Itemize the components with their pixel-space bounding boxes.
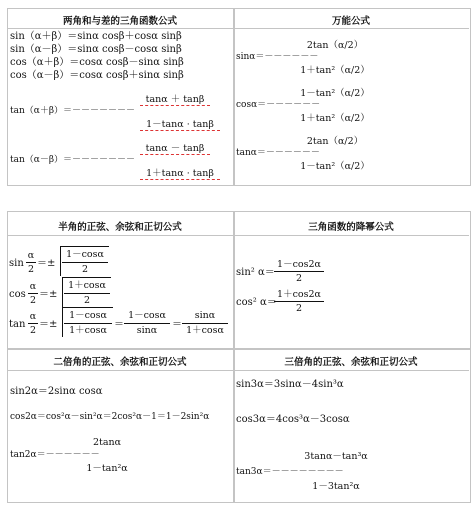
power-cos-lhs: cos² α＝	[236, 297, 277, 308]
half-tan-eq2-bar	[182, 323, 228, 324]
half-sin-lhs-bar	[26, 262, 36, 263]
power-cos-num: 1＋cos2α	[277, 289, 321, 300]
half-sin-rad-num: 1－cosα	[66, 249, 104, 260]
tan-sum-numerator: tanα ＋ tanβ	[140, 94, 210, 106]
half-sin-lhs: sin	[9, 258, 24, 269]
half-tan-eq2-den: 1＋cosα	[186, 325, 224, 336]
universal-cos-numerator: 1－tan²（α/2）	[300, 88, 370, 99]
universal-sin-lhs: sinα＝－－－－－－	[236, 52, 319, 62]
half-tan-two: 2	[29, 325, 37, 336]
triple-tan-num: 3tanα－tan³α	[304, 451, 368, 462]
half-tan-eq2: ＝	[172, 319, 182, 330]
half-tan-rad-den: 1＋cosα	[69, 325, 107, 336]
half-tan-lhs: tan	[9, 319, 26, 330]
power-sin-num: 1－cos2α	[277, 259, 321, 270]
double-cos: cos2α＝cos²α－sin²α＝2cos²α－1＝1－2sin²α	[10, 412, 210, 422]
tan-diff-lhs: tan（α－β）＝－－－－－－－	[10, 155, 136, 165]
half-cos-two: 2	[29, 295, 37, 306]
half-cos-rad-den: 2	[83, 295, 91, 306]
triple-cos: cos3α＝4cos³α－3cosα	[236, 414, 350, 425]
formula-cos-diff: cos（α－β）＝cosα cosβ＋sinα sinβ	[10, 70, 184, 81]
half-cos-lhs: cos	[9, 289, 26, 300]
half-tan-lhs-bar	[28, 323, 38, 324]
universal-tan-lhs: tanα＝－－－－－－	[236, 148, 320, 158]
tan-sum-lhs: tan（α＋β）＝－－－－－－－	[10, 106, 136, 116]
power-cos-den: 2	[295, 303, 303, 314]
half-cos-pm: ＝±	[39, 289, 58, 300]
triple-sin: sin3α＝3sinα－4sin³α	[236, 379, 344, 390]
power-sin-bar	[274, 271, 324, 272]
header-sum-diff: 两角和与差的三角函数公式	[62, 16, 177, 27]
triple-tan-den: 1－3tan²α	[312, 481, 360, 492]
half-cos-lhs-bar	[28, 293, 38, 294]
tan-diff-denominator: 1＋tanα · tanβ	[140, 168, 220, 180]
half-sin-pm: ＝±	[37, 258, 56, 269]
formula-sin-diff: sin（α－β）＝sinα cosβ－cosα sinβ	[10, 44, 182, 55]
half-tan-eq1-bar	[124, 323, 170, 324]
tan-diff-numerator: tanα － tanβ	[140, 143, 210, 155]
cell-double-angle	[7, 348, 235, 503]
half-tan-eq2-num: sinα	[194, 310, 216, 321]
triple-tan-lhs: tan3α＝－－－－－－－－	[236, 467, 344, 477]
double-tan-lhs: tan2α＝－－－－－－	[10, 450, 100, 460]
formula-cos-sum: cos（α＋β）＝cosα cosβ－sinα sinβ	[10, 57, 184, 68]
cell-triple-angle	[233, 348, 471, 503]
universal-sin-numerator: 2tan（α/2）	[306, 40, 364, 51]
header-power-reduction: 三角函数的降幂公式	[308, 222, 394, 233]
header-triple-angle: 三倍角的正弦、余弦和正切公式	[284, 357, 418, 368]
tan-sum-denominator: 1－tanα · tanβ	[140, 119, 220, 131]
half-sin-alpha: α	[27, 250, 35, 261]
header-double-angle: 二倍角的正弦、余弦和正切公式	[53, 357, 187, 368]
power-sin-den: 2	[295, 273, 303, 284]
half-sin-rad-bar	[62, 262, 108, 263]
half-cos-rad-bar	[64, 293, 110, 294]
universal-sin-denominator: 1＋tan²（α/2）	[300, 65, 370, 76]
double-sin: sin2α＝2sinα cosα	[10, 386, 103, 397]
half-tan-alpha: α	[29, 311, 37, 322]
half-tan-rad-bar	[64, 323, 112, 324]
header-universal: 万能公式	[331, 16, 370, 27]
universal-tan-numerator: 2tan（α/2）	[306, 136, 364, 147]
half-cos-rad-num: 1＋cosα	[68, 280, 106, 291]
half-tan-pm: ＝±	[39, 319, 58, 330]
universal-cos-denominator: 1＋tan²（α/2）	[300, 113, 370, 124]
double-tan-num: 2tanα	[92, 437, 122, 448]
header-half-angle: 半角的正弦、余弦和正切公式	[58, 222, 182, 233]
half-tan-eq1-num: 1－cosα	[128, 310, 166, 321]
half-tan-eq1: ＝	[114, 319, 124, 330]
half-sin-rad-den: 2	[81, 264, 89, 275]
half-tan-eq1-den: sinα	[136, 325, 158, 336]
universal-tan-denominator: 1－tan²（α/2）	[300, 161, 370, 172]
double-tan-den: 1－tan²α	[86, 463, 128, 474]
formula-sin-sum: sin（α＋β）＝sinα cosβ＋cosα sinβ	[10, 31, 182, 42]
half-sin-two: 2	[27, 264, 35, 275]
half-tan-rad-num: 1－cosα	[69, 310, 107, 321]
universal-cos-lhs: cosα＝－－－－－－	[236, 100, 321, 110]
power-cos-bar	[274, 301, 324, 302]
power-sin-lhs: sin² α＝	[236, 267, 275, 278]
half-cos-alpha: α	[29, 281, 37, 292]
